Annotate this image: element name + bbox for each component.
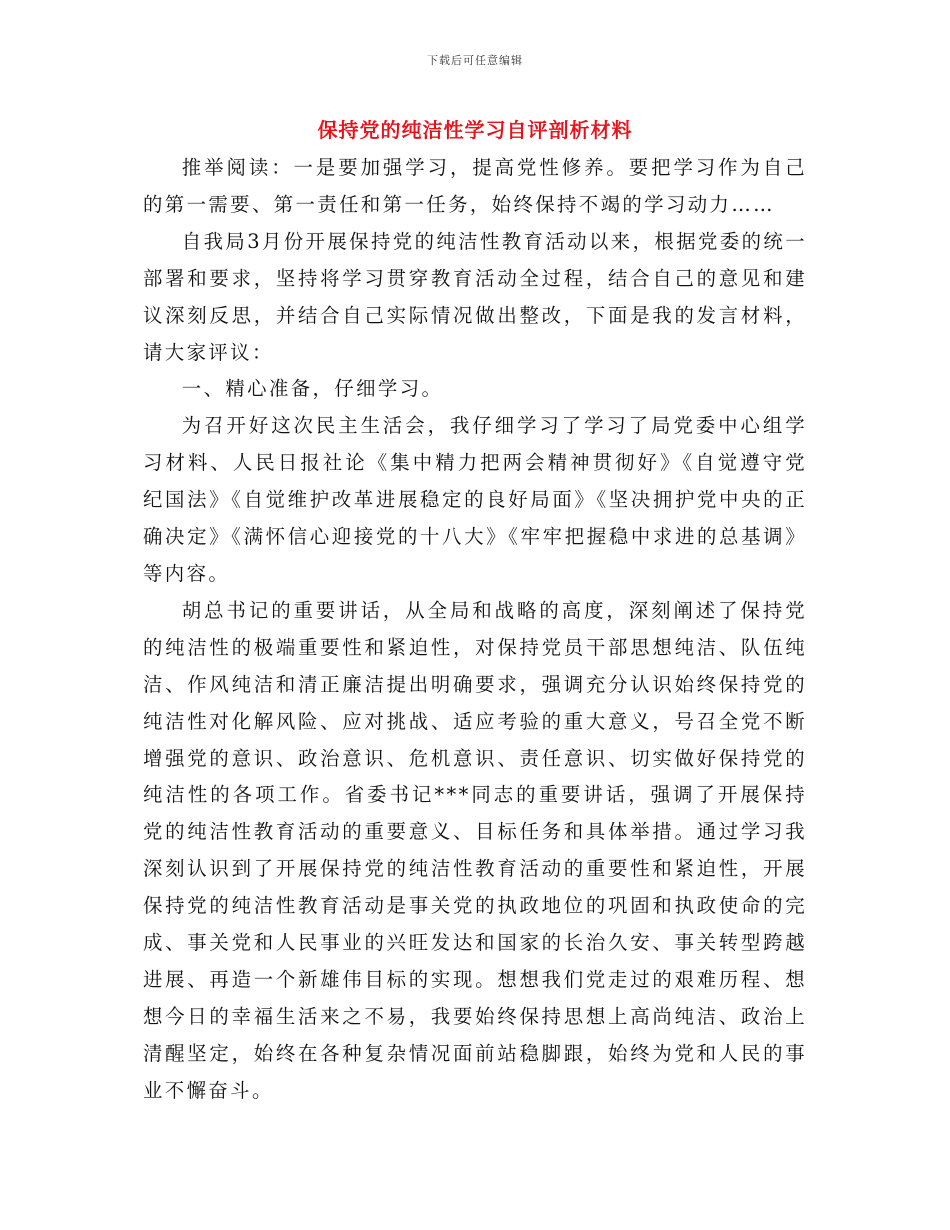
paragraph-speech-summary: 胡总书记的重要讲话，从全局和战略的高度，深刻阐述了保持党的纯洁性的极端重要性和紧迫性，对保持党员干部思想纯洁、队伍纯洁、作风纯洁和清正廉洁提出明确要求，强调充分认识始终保持党的纯洁性对化解风险、应对挑战、适应考验的重大意义，号召全党不断增强党的意识、政治意识、危机意识、责任意识、切实做好保持党的纯洁性的各项工作。省委书记***同志的重要讲话，强调了开展保持党的纯洁性教育活动的重要意义、目标任务和具体举措。通过学习我深刻认识到了开展保持党的纯洁性教育活动的重要性和紧迫性，开展保持党的纯洁性教育活动是事关党的执政地位的巩固和执政使命的完成、事关党和人民事业的兴旺发达和国家的长治久安、事关转型跨越进展、再造一个新雄伟目标的实现。想想我们党走过的艰难历程、想想今日的幸福生活来之不易，我要始终保持思想上高尚纯洁、政治上清醒坚定，始终在各种复杂情况面前站稳脚跟，始终为党和人民的事业不懈奋斗。 bbox=[143, 598, 807, 1102]
document-body bbox=[143, 150, 807, 1110]
paragraph-study-materials: 为召开好这次民主生活会，我仔细学习了学习了局党委中心组学习材料、人民日报社论《集中精力把两会精神贯彻好》《自觉遵守党纪国法》《自觉维护改革进展稳定的良好局面》《坚决拥护党中央的正确决定》《满怀信心迎接党的十八大》《牢牢把握稳中求进的总基调》等内容。 bbox=[143, 414, 807, 585]
document-title: 保持党的纯洁性学习自评剖析材料 bbox=[317, 118, 633, 142]
section-heading-1: 一、精心准备，仔细学习。 bbox=[181, 377, 444, 401]
paragraph-recommended-reading: 推举阅读：一是要加强学习，提高党性修养。要把学习作为自己的第一需要、第一责任和第一任务，始终保持不竭的学习动力…… bbox=[143, 156, 807, 216]
header-note: 下载后可任意编辑 bbox=[427, 54, 523, 67]
paragraph-intro: 自我局3月份开展保持党的纯洁性教育活动以来，根据党委的统一部署和要求，坚持将学习贯穿教育活动全过程，结合自己的意见和建议深刻反思，并结合自己实际情况做出整改，下面是我的发言材料，请大家评议： bbox=[143, 229, 807, 364]
